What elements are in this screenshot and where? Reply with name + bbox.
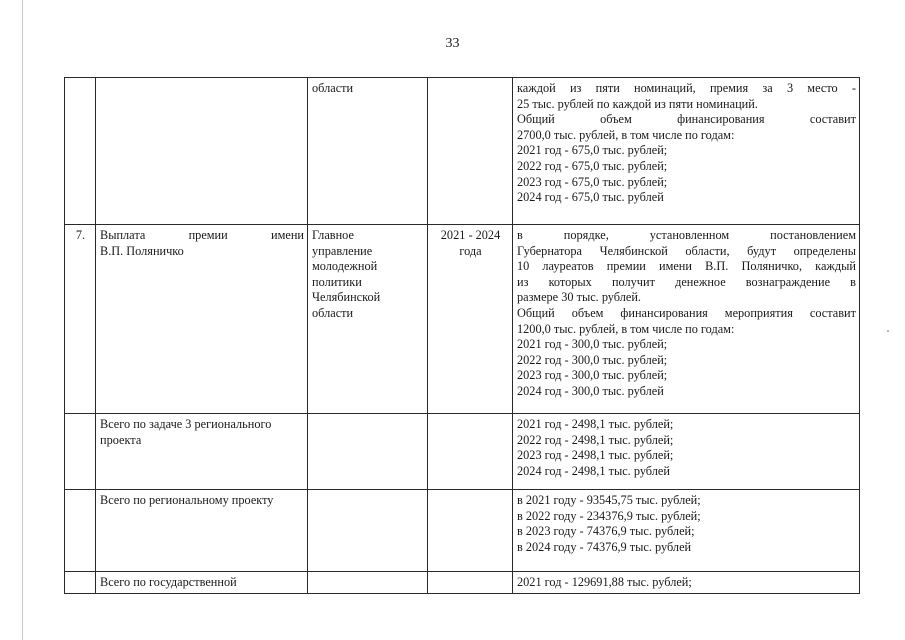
cell-activity-name <box>96 225 308 414</box>
activity-name-line: Выплата премии имени <box>100 228 304 242</box>
scan-left-edge <box>22 0 23 640</box>
year-amount-line: 2021 год - 2498,1 тыс. рублей; <box>517 417 674 431</box>
year-amount-line: в 2024 году - 74376,9 тыс. рублей <box>517 539 692 554</box>
result-text-line: каждой из пяти номинаций, премия за 3 место - <box>517 81 856 95</box>
responsible-org-line: молодежной <box>312 259 378 274</box>
responsible-org-line: Челябинской <box>312 290 381 305</box>
activity-name-line: Всего по государственной <box>100 575 237 589</box>
year-amount-line: 2022 год - 2498,1 тыс. рублей; <box>517 432 674 447</box>
year-amount-line: 2021 год - 129691,88 тыс. рублей; <box>517 575 692 589</box>
year-amount-line: 2024 год - 300,0 тыс. рублей <box>517 383 664 398</box>
table-row <box>65 572 860 594</box>
cell-activity-name <box>96 78 308 225</box>
year-amount-line: 2024 год - 675,0 тыс. рублей <box>517 190 664 205</box>
cell-period <box>428 572 513 594</box>
year-amount-line: 2021 год - 300,0 тыс. рублей; <box>517 337 668 352</box>
activity-name-line: Всего по региональному проекту <box>100 493 274 507</box>
year-amount-line: 2021 год - 675,0 тыс. рублей; <box>517 143 668 158</box>
year-amount-line: 2023 год - 2498,1 тыс. рублей; <box>517 448 674 463</box>
cell-result <box>513 572 860 594</box>
table-row <box>65 78 860 225</box>
result-text-line: Губернатора Челябинской области, будут определены <box>517 243 856 258</box>
cell-number <box>65 225 96 414</box>
cell-number <box>65 572 96 594</box>
cell-responsible-org <box>308 78 428 225</box>
cell-result <box>513 225 860 414</box>
result-text-line: 25 тыс. рублей по каждой из пяти номинаций. <box>517 96 758 111</box>
program-table <box>64 77 860 594</box>
year-amount-line: в 2022 году - 234376,9 тыс. рублей; <box>517 508 701 523</box>
scan-speck <box>887 330 889 332</box>
year-amount-line: 2024 год - 2498,1 тыс. рублей <box>517 463 670 478</box>
year-amount-line: в 2021 году - 93545,75 тыс. рублей; <box>517 493 701 507</box>
responsible-org-line: политики <box>312 274 362 289</box>
activity-name-line: В.П. Поляничко <box>100 243 184 258</box>
page-number: 33 <box>445 36 460 51</box>
cell-activity-name <box>96 572 308 594</box>
result-text-line: в порядке, установленном постановлением <box>517 228 856 242</box>
responsible-org-line: Главное <box>312 228 354 242</box>
cell-responsible-org <box>308 414 428 490</box>
cell-responsible-org <box>308 225 428 414</box>
cell-activity-name <box>96 490 308 572</box>
result-text-line: из которых получит денежное вознаграждение в <box>517 274 856 289</box>
cell-period <box>428 78 513 225</box>
cell-period <box>428 414 513 490</box>
funding-line: 2700,0 тыс. рублей, в том числе по годам: <box>517 127 735 142</box>
cell-result <box>513 414 860 490</box>
responsible-org-line: области <box>312 81 354 95</box>
year-amount-line: в 2023 году - 74376,9 тыс. рублей; <box>517 524 695 539</box>
period-line: 2021 - 2024 <box>440 228 501 242</box>
year-amount-line: 2023 год - 675,0 тыс. рублей; <box>517 174 668 189</box>
funding-line: Общий объем финансирования мероприятия составит <box>517 305 856 320</box>
cell-period <box>428 490 513 572</box>
cell-number <box>65 78 96 225</box>
cell-number <box>65 414 96 490</box>
cell-result <box>513 78 860 225</box>
period-line: года <box>459 243 482 258</box>
table-row <box>65 490 860 572</box>
cell-responsible-org <box>308 572 428 594</box>
activity-name-line: проекта <box>100 432 142 447</box>
result-text-line: 10 лауреатов премии имени В.П. Поляничко, каждый <box>517 259 856 274</box>
cell-period <box>428 225 513 414</box>
activity-name-line: Всего по задаче 3 регионального <box>100 417 272 431</box>
table-body <box>65 78 860 594</box>
cell-result <box>513 490 860 572</box>
responsible-org-line: управление <box>312 243 373 258</box>
funding-line: Общий объем финансирования составит <box>517 112 856 127</box>
year-amount-line: 2023 год - 300,0 тыс. рублей; <box>517 368 668 383</box>
table-row <box>65 225 860 414</box>
funding-line: 1200,0 тыс. рублей, в том числе по годам: <box>517 321 735 336</box>
year-amount-line: 2022 год - 675,0 тыс. рублей; <box>517 158 668 173</box>
result-text-line: размере 30 тыс. рублей. <box>517 290 641 305</box>
cell-number <box>65 490 96 572</box>
cell-activity-name <box>96 414 308 490</box>
table-row <box>65 414 860 490</box>
row-number: 7. <box>75 228 86 242</box>
year-amount-line: 2022 год - 300,0 тыс. рублей; <box>517 352 668 367</box>
cell-responsible-org <box>308 490 428 572</box>
responsible-org-line: области <box>312 305 354 320</box>
